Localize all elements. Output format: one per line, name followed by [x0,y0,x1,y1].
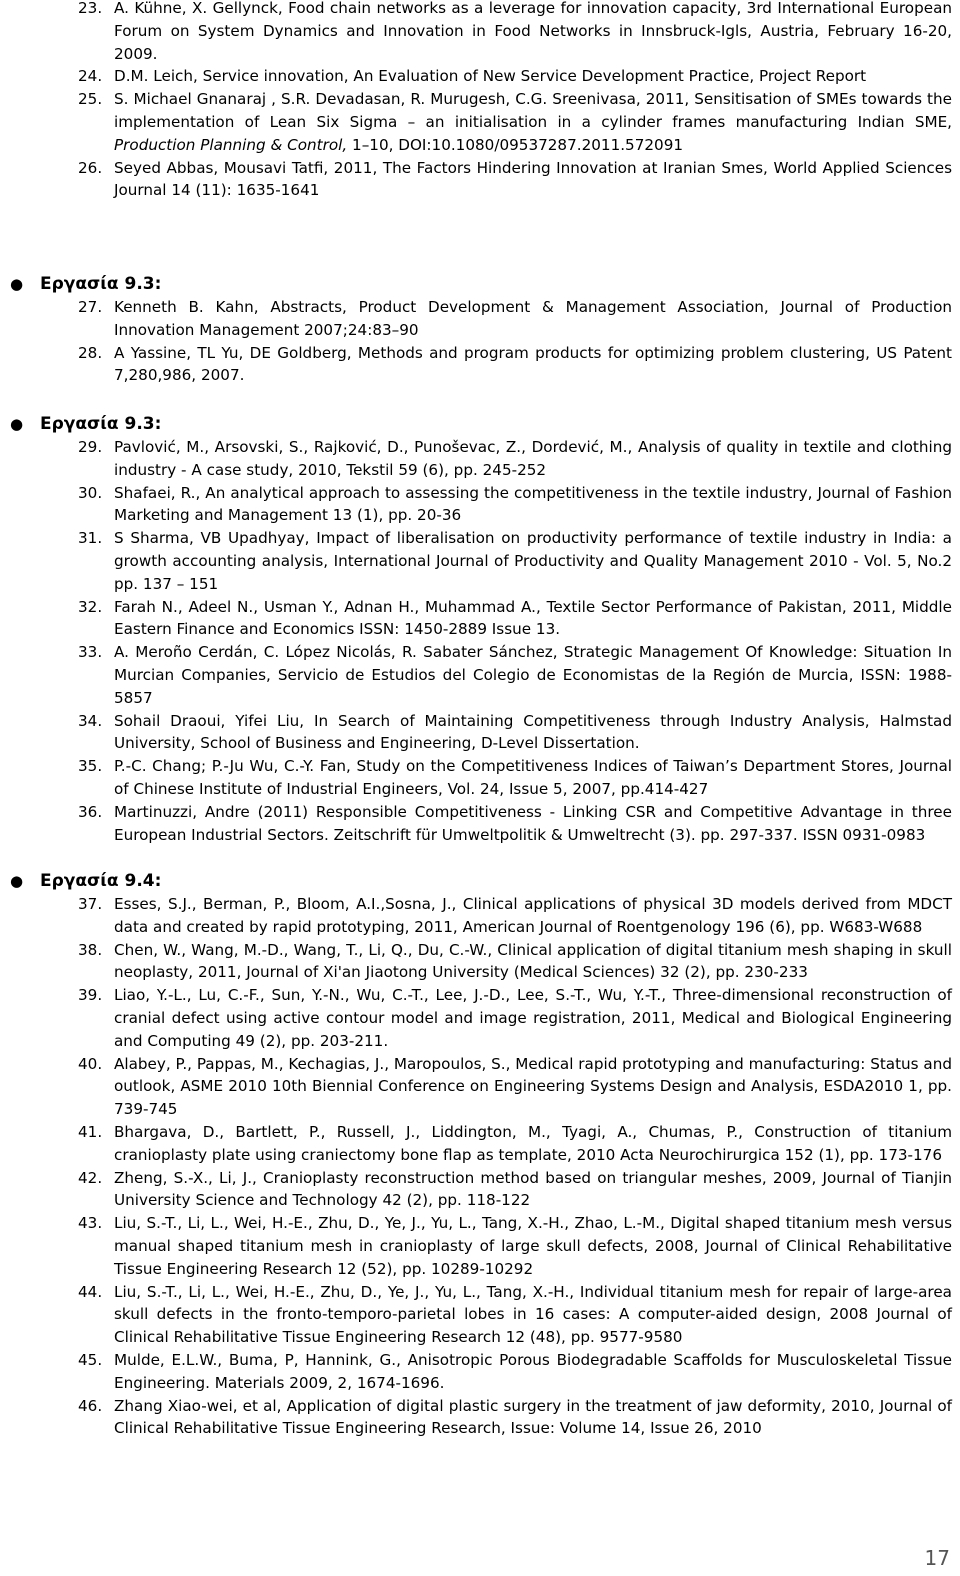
reference-citation: D.M. Leich, Service innovation, An Evaluation of New Service Development Practice, Project Report [114,67,867,86]
reference-citation: A Yassine, TL Yu, DE Goldberg, Methods and program products for optimizing problem clustering, US Patent 7,280,986, 2007. [114,343,952,385]
reference-number: 39. [78,986,103,1005]
reference-citation: Alabey, P., Pappas, M., Kechagias, J., Maropoulos, S., Medical rapid prototyping and manufacturing: Status and outlook, ASME 2010 10th Biennial Conference on Engineering Systems Design and Analysis, ESDA2010 1, pp. 739-745 [114,1054,952,1119]
reference-text [114,0,952,65]
reference-number: 35. [78,757,103,776]
reference-citation: A. Meroño Cerdán, C. López Nicolás, R. Sabater Sánchez, Strategic Management Of Knowledge: Situation In Murcian Companies, Servicio de Estudios del Colegio de Economistas de la Región de Murcia, ISSN: 1988-5857 [114,643,952,707]
reference-text [114,596,952,642]
reference-number: 32. [78,597,103,616]
reference-item [0,65,960,88]
reference-citation: Seyed Abbas, Mousavi Tatfi, 2011, The Factors Hindering Innovation at Iranian Smes, World Applied Sciences Journal 14 (11): 1635-1641 [114,158,952,200]
reference-number: 28. [78,343,103,362]
reference-number: 29. [78,438,103,456]
reference-item [0,1212,960,1280]
reference-citation: Shafaei, R., An analytical approach to assessing the competitiveness in the textile industry, Journal of Fashion Marketing and Management 13 (1), pp. 20-36 [114,483,952,525]
reference-item [0,0,960,65]
reference-citation: S. Michael Gnanaraj , S.R. Devadasan, R. Murugesh, C.G. Sreenivasa, 2011, Sensitisation of SMEs towards the implementation of Lean Six Sigma – an initialisation in a cylinder frames manufacturing Indian SME, [114,90,952,131]
reference-text [114,88,952,156]
reference-item [0,157,960,203]
reference-citation: Farah N., Adeel N., Usman Y., Adnan H., Muhammad A., Textile Sector Performance of Pakistan, 2011, Middle Eastern Finance and Economics ISSN: 1450-2889 Issue 13. [114,597,952,639]
reference-item [0,893,960,939]
reference-item [0,641,960,709]
section-heading-label: Εργασία 9.3: [40,274,162,294]
reference-citation: P.-C. Chang; P.-Ju Wu, C.-Y. Fan, Study on the Competitiveness Indices of Taiwan’s Department Stores, Journal of Chinese Institute of Industrial Engineers, Vol. 24, Issue 5, 2007, pp.414-427 [114,757,952,798]
reference-text [114,1053,952,1121]
reference-citation: Mulde, E.L.W., Buma, P, Hannink, G., Anisotropic Porous Biodegradable Scaffolds for Musculoskeletal Tissue Engineering. Materials 2009, 2, 1674-1696. [114,1350,952,1392]
reference-text [114,1395,952,1441]
section-heading-label: Εργασία 9.4: [40,871,162,891]
reference-text [114,801,952,847]
reference-text [114,1349,952,1395]
reference-text [114,1121,952,1167]
reference-group-2 [0,436,960,846]
reference-item [0,984,960,1052]
reference-item [0,939,960,985]
reference-text [114,1167,952,1213]
reference-number: 25. [78,90,103,109]
reference-item [0,755,960,801]
reference-group-3 [0,893,960,1440]
reference-citation: Liao, Y.-L., Lu, C.-F., Sun, Y.-N., Wu, C.-T., Lee, J.-D., Lee, S.-T., Wu, Y.-T., Three-dimensional reconstruction of cranial defect using active contour model and image registration, 2011, Medical and Biological Engineering and Computing 49 (2), pp. 203-211. [114,986,952,1050]
reference-text [114,296,952,342]
reference-citation: Liu, S.-T., Li, L., Wei, H.-E., Zhu, D., Ye, J., Yu, L., Tang, X.-H., Zhao, L.-M., Digital shaped titanium mesh versus manual shaped titanium mesh in cranioplasty of large skull defects, 2008, Journal of Clinical Rehabilitative Tissue Engineering Research 12 (52), pp. 10289-10292 [114,1214,952,1278]
reference-item [0,710,960,756]
reference-item [0,88,960,156]
bullet-icon: ● [10,275,24,293]
bullet-icon: ● [10,872,24,890]
reference-item [0,801,960,847]
reference-item [0,1167,960,1213]
reference-text [114,641,952,709]
reference-group-0 [0,0,960,202]
reference-number: 45. [78,1350,103,1369]
reference-number: 23. [78,0,103,17]
reference-number: 36. [78,802,103,821]
section-heading-9-4 [10,869,162,893]
reference-journal-italic: Production Planning & Control, [114,135,348,154]
reference-number: 44. [78,1282,103,1301]
reference-citation: Liu, S.-T., Li, L., Wei, H.-E., Zhu, D., Ye, J., Yu, L., Tang, X.-H., Individual titanium mesh for repair of large-area skull defects in the fronto-temporo-parietal lobes in 16 cases: A computer-aided design, 2008 Journal of Clinical Rehabilitative Tissue Engineering Research 12 (48), pp. 9577-9580 [114,1282,952,1347]
reference-number: 37. [78,895,103,913]
reference-text [114,984,952,1052]
reference-text [114,710,952,756]
reference-number: 30. [78,483,103,502]
bullet-icon: ● [10,415,24,433]
reference-number: 43. [78,1214,103,1233]
reference-citation: A. Kühne, X. Gellynck, Food chain networks as a leverage for innovation capacity, 3rd International European Forum on System Dynamics and Innovation in Food Networks in Innsbruck-Igls, Austria, February 16-20, 2009. [114,0,952,63]
reference-number: 24. [78,67,103,86]
reference-text [114,482,952,528]
reference-item [0,1281,960,1349]
reference-number: 46. [78,1396,103,1415]
reference-number: 41. [78,1122,103,1141]
reference-citation: Kenneth B. Kahn, Abstracts, Product Development & Management Association, Journal of Production Innovation Management 2007;24:83–90 [114,298,952,339]
reference-citation: Bhargava, D., Bartlett, P., Russell, J., Liddington, M., Tyagi, A., Chumas, P., Construction of titanium cranioplasty plate using craniectomy bone flap as template, 2010 Acta Neurochirurgica 152 (1), pp. 173-176 [114,1122,952,1164]
reference-number: 27. [78,298,103,316]
reference-text [114,436,952,482]
reference-item [0,342,960,388]
reference-item [0,1349,960,1395]
reference-citation: S Sharma, VB Upadhyay, Impact of liberalisation on productivity performance of textile industry in India: a growth accounting analysis, International Journal of Productivity and Quality Management 2010 - Vol. 5, No.2 pp. 137 – 151 [114,529,952,593]
reference-citation: Pavlović, M., Arsovski, S., Rajković, D., Punoševac, Z., Dordević, M., Analysis of quality in textile and clothing industry - A case study, 2010, Tekstil 59 (6), pp. 245-252 [114,438,952,479]
reference-citation: Esses, S.J., Berman, P., Bloom, A.I.,Sosna, J., Clinical applications of physical 3D models derived from MDCT data and created by rapid prototyping, 2011, American Journal of Roentgenology 196 (6), pp. W683-W688 [114,895,952,936]
section-heading-label: Εργασία 9.3: [40,414,162,434]
reference-text [114,893,952,939]
reference-item [0,1121,960,1167]
reference-text [114,65,952,88]
reference-item [0,596,960,642]
reference-text [114,755,952,801]
reference-citation: Chen, W., Wang, M.-D., Wang, T., Li, Q., Du, C.-W., Clinical application of digital titanium mesh shaping in skull neoplasty, 2011, Journal of Xi'an Jiaotong University (Medical Sciences) 32 (2), pp. 230-233 [114,940,952,982]
reference-text [114,939,952,985]
reference-number: 33. [78,643,103,662]
reference-item [0,296,960,342]
page-number: 17 [924,1546,950,1570]
section-heading-9-3-a [10,272,162,296]
reference-number: 26. [78,158,103,177]
reference-item [0,527,960,595]
reference-item [0,482,960,528]
section-heading-9-3-b [10,412,162,436]
reference-number: 31. [78,529,103,548]
reference-citation: Zhang Xiao-wei, et al, Application of digital plastic surgery in the treatment of jaw deformity, 2010, Journal of Clinical Rehabilitative Tissue Engineering Research, Issue: Volume 14, Issue 26, 2010 [114,1396,952,1438]
reference-number: 38. [78,940,103,959]
reference-item [0,1053,960,1121]
reference-item [0,436,960,482]
reference-text [114,157,952,203]
reference-citation: Zheng, S.-X., Li, J., Cranioplasty reconstruction method based on triangular meshes, 2009, Journal of Tianjin University Science and Technology 42 (2), pp. 118-122 [114,1168,952,1210]
reference-group-1 [0,296,960,387]
reference-text [114,527,952,595]
reference-item [0,1395,960,1441]
reference-number: 40. [78,1054,103,1073]
reference-citation-tail: 1–10, DOI:10.1080/09537287.2011.572091 [347,135,684,154]
reference-number: 34. [78,711,103,730]
reference-text [114,1212,952,1280]
reference-citation: Martinuzzi, Andre (2011) Responsible Competitiveness - Linking CSR and Competitive Advantage in three European Industrial Sectors. Zeitschrift für Umweltpolitik & Umweltrecht (3). pp. 297-337. ISSN 0931-0983 [114,802,952,844]
reference-text [114,1281,952,1349]
reference-text [114,342,952,388]
reference-citation: Sohail Draoui, Yifei Liu, In Search of Maintaining Competitiveness through Industry Analysis, Halmstad University, School of Business and Engineering, D-Level Dissertation. [114,711,952,753]
reference-number: 42. [78,1168,103,1187]
